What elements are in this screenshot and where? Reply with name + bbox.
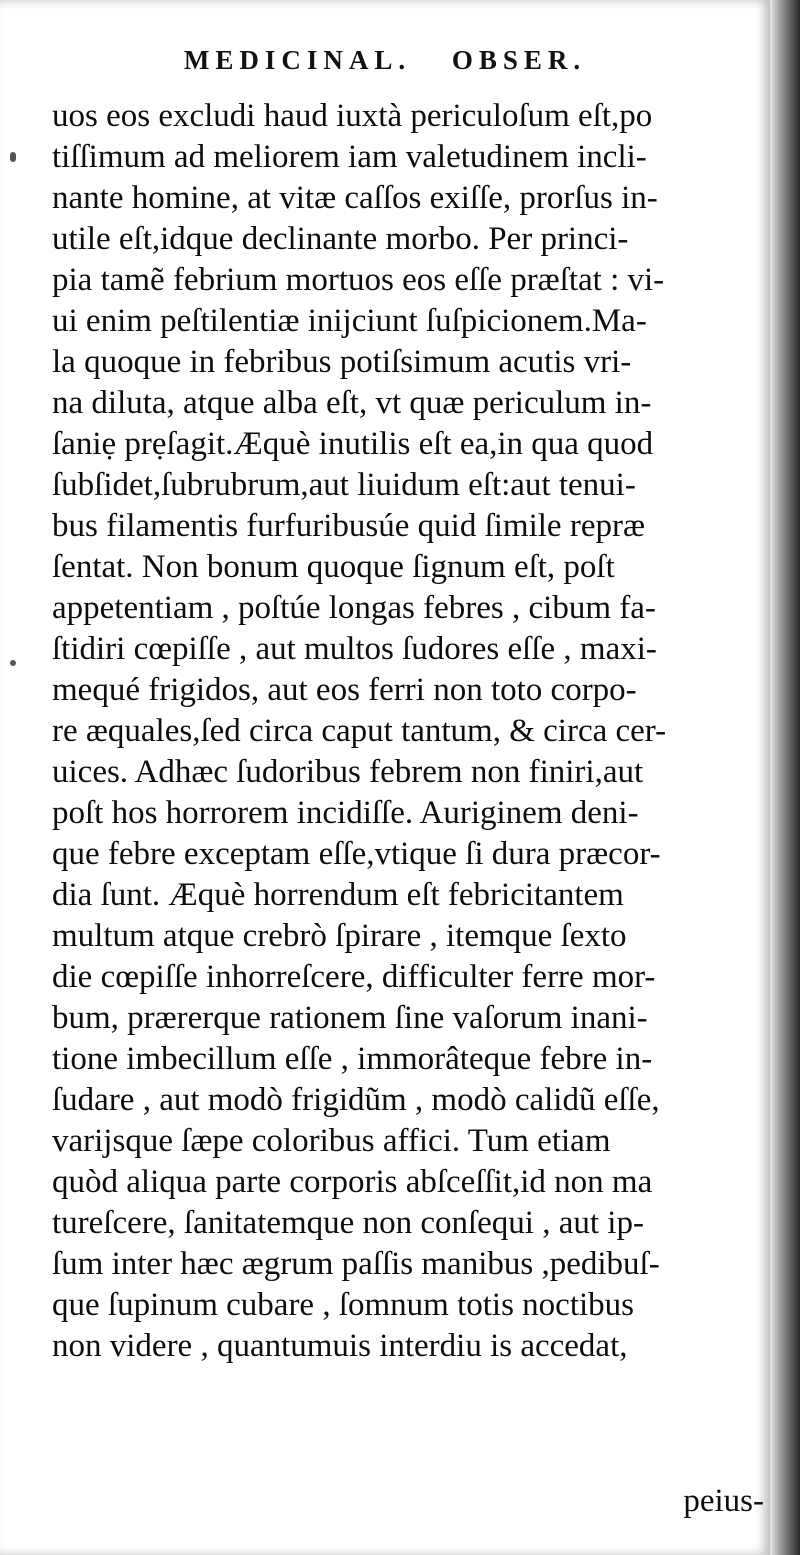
text-line: re æquales,ſed circa caput tantum, & circa cer- xyxy=(52,713,667,749)
margin-mark xyxy=(10,660,16,666)
text-line: multum atque crebrò ſpirare , itemque ſexto xyxy=(52,918,627,954)
text-line: tione imbecillum eſſe , immorâteque febre in- xyxy=(52,1041,653,1077)
text-line: utile eſt,idque declinante morbo. Per princi- xyxy=(52,221,629,257)
body-text xyxy=(52,96,764,1367)
text-line: uices. Adhæc ſudoribus febrem non finiri,aut xyxy=(52,754,644,790)
text-line: bus filamentis furfuribusúe quid ſimile repræ xyxy=(52,508,645,544)
text-line: uos eos excludi haud iuxtà periculoſum eſt,po xyxy=(52,98,653,134)
text-line: ſtidiri cœpiſſe , aut multos ſudores eſſe , maxi- xyxy=(52,631,657,667)
text-line: tureſcere, ſanitatemque non conſequi , aut ip- xyxy=(52,1205,644,1241)
text-line: la quoque in febribus potiſsimum acutis vri- xyxy=(52,344,632,380)
text-line: quòd aliqua parte corporis abſceſſit,id non ma xyxy=(52,1164,653,1200)
text-line: ſubſidet,ſubrubrum,aut liuidum eſt:aut tenui- xyxy=(52,467,636,503)
text-line: non videre , quantumuis interdiu is accedat, xyxy=(52,1328,628,1364)
text-line: ui enim peſtilentiæ inijciunt ſuſpicionem.Ma- xyxy=(52,303,647,339)
text-line: varijsque ſæpe coloribus affici. Tum etiam xyxy=(52,1123,611,1159)
text-line: poſt hos horrorem incidiſſe. Auriginem deni- xyxy=(52,795,639,831)
text-line: nante homine, at vitæ caſſos exiſſe, prorſus in- xyxy=(52,180,658,216)
text-line: pia tamẽ febrium mortuos eos eſſe præſtat : vi- xyxy=(52,262,665,298)
text-line: que febre exceptam eſſe,vtique ſi dura præcor- xyxy=(52,836,661,872)
text-line: ſaniẹ prẹſagit.Æquè inutilis eſt ea,in qua quod xyxy=(52,426,654,462)
page-edge-shadow xyxy=(770,0,800,1555)
running-header xyxy=(0,45,770,76)
text-line: mequé frigidos, aut eos ferri non toto corpo- xyxy=(52,672,637,708)
header-right: OBSER. xyxy=(451,45,587,75)
text-line: tiſſimum ad meliorem iam valetudinem incli- xyxy=(52,139,647,175)
text-line: ſentat. Non bonum quoque ſignum eſt, poſt xyxy=(52,549,615,585)
text-line: na diluta, atque alba eſt, vt quæ periculum in- xyxy=(52,385,652,421)
catchword: peius- xyxy=(683,1483,764,1519)
margin-mark xyxy=(10,152,16,162)
text-line: ſudare , aut modò frigidũm , modò calidũ eſſe, xyxy=(52,1082,660,1118)
header-left: MEDICINAL. xyxy=(183,45,412,75)
text-line: appetentiam , poſtúe longas febres , cibum fa- xyxy=(52,590,656,626)
text-line: dia ſunt. Æquè horrendum eſt febricitantem xyxy=(52,877,624,913)
text-line: ſum inter hæc ægrum paſſis manibus ,pedibuſ- xyxy=(52,1246,660,1282)
text-line: bum, prærerque rationem ſine vaſorum inani- xyxy=(52,1000,648,1036)
text-line: que ſupinum cubare , ſomnum totis noctibus xyxy=(52,1287,635,1323)
text-line: die cœpiſſe inhorreſcere, difficulter ferre mor- xyxy=(52,959,656,995)
